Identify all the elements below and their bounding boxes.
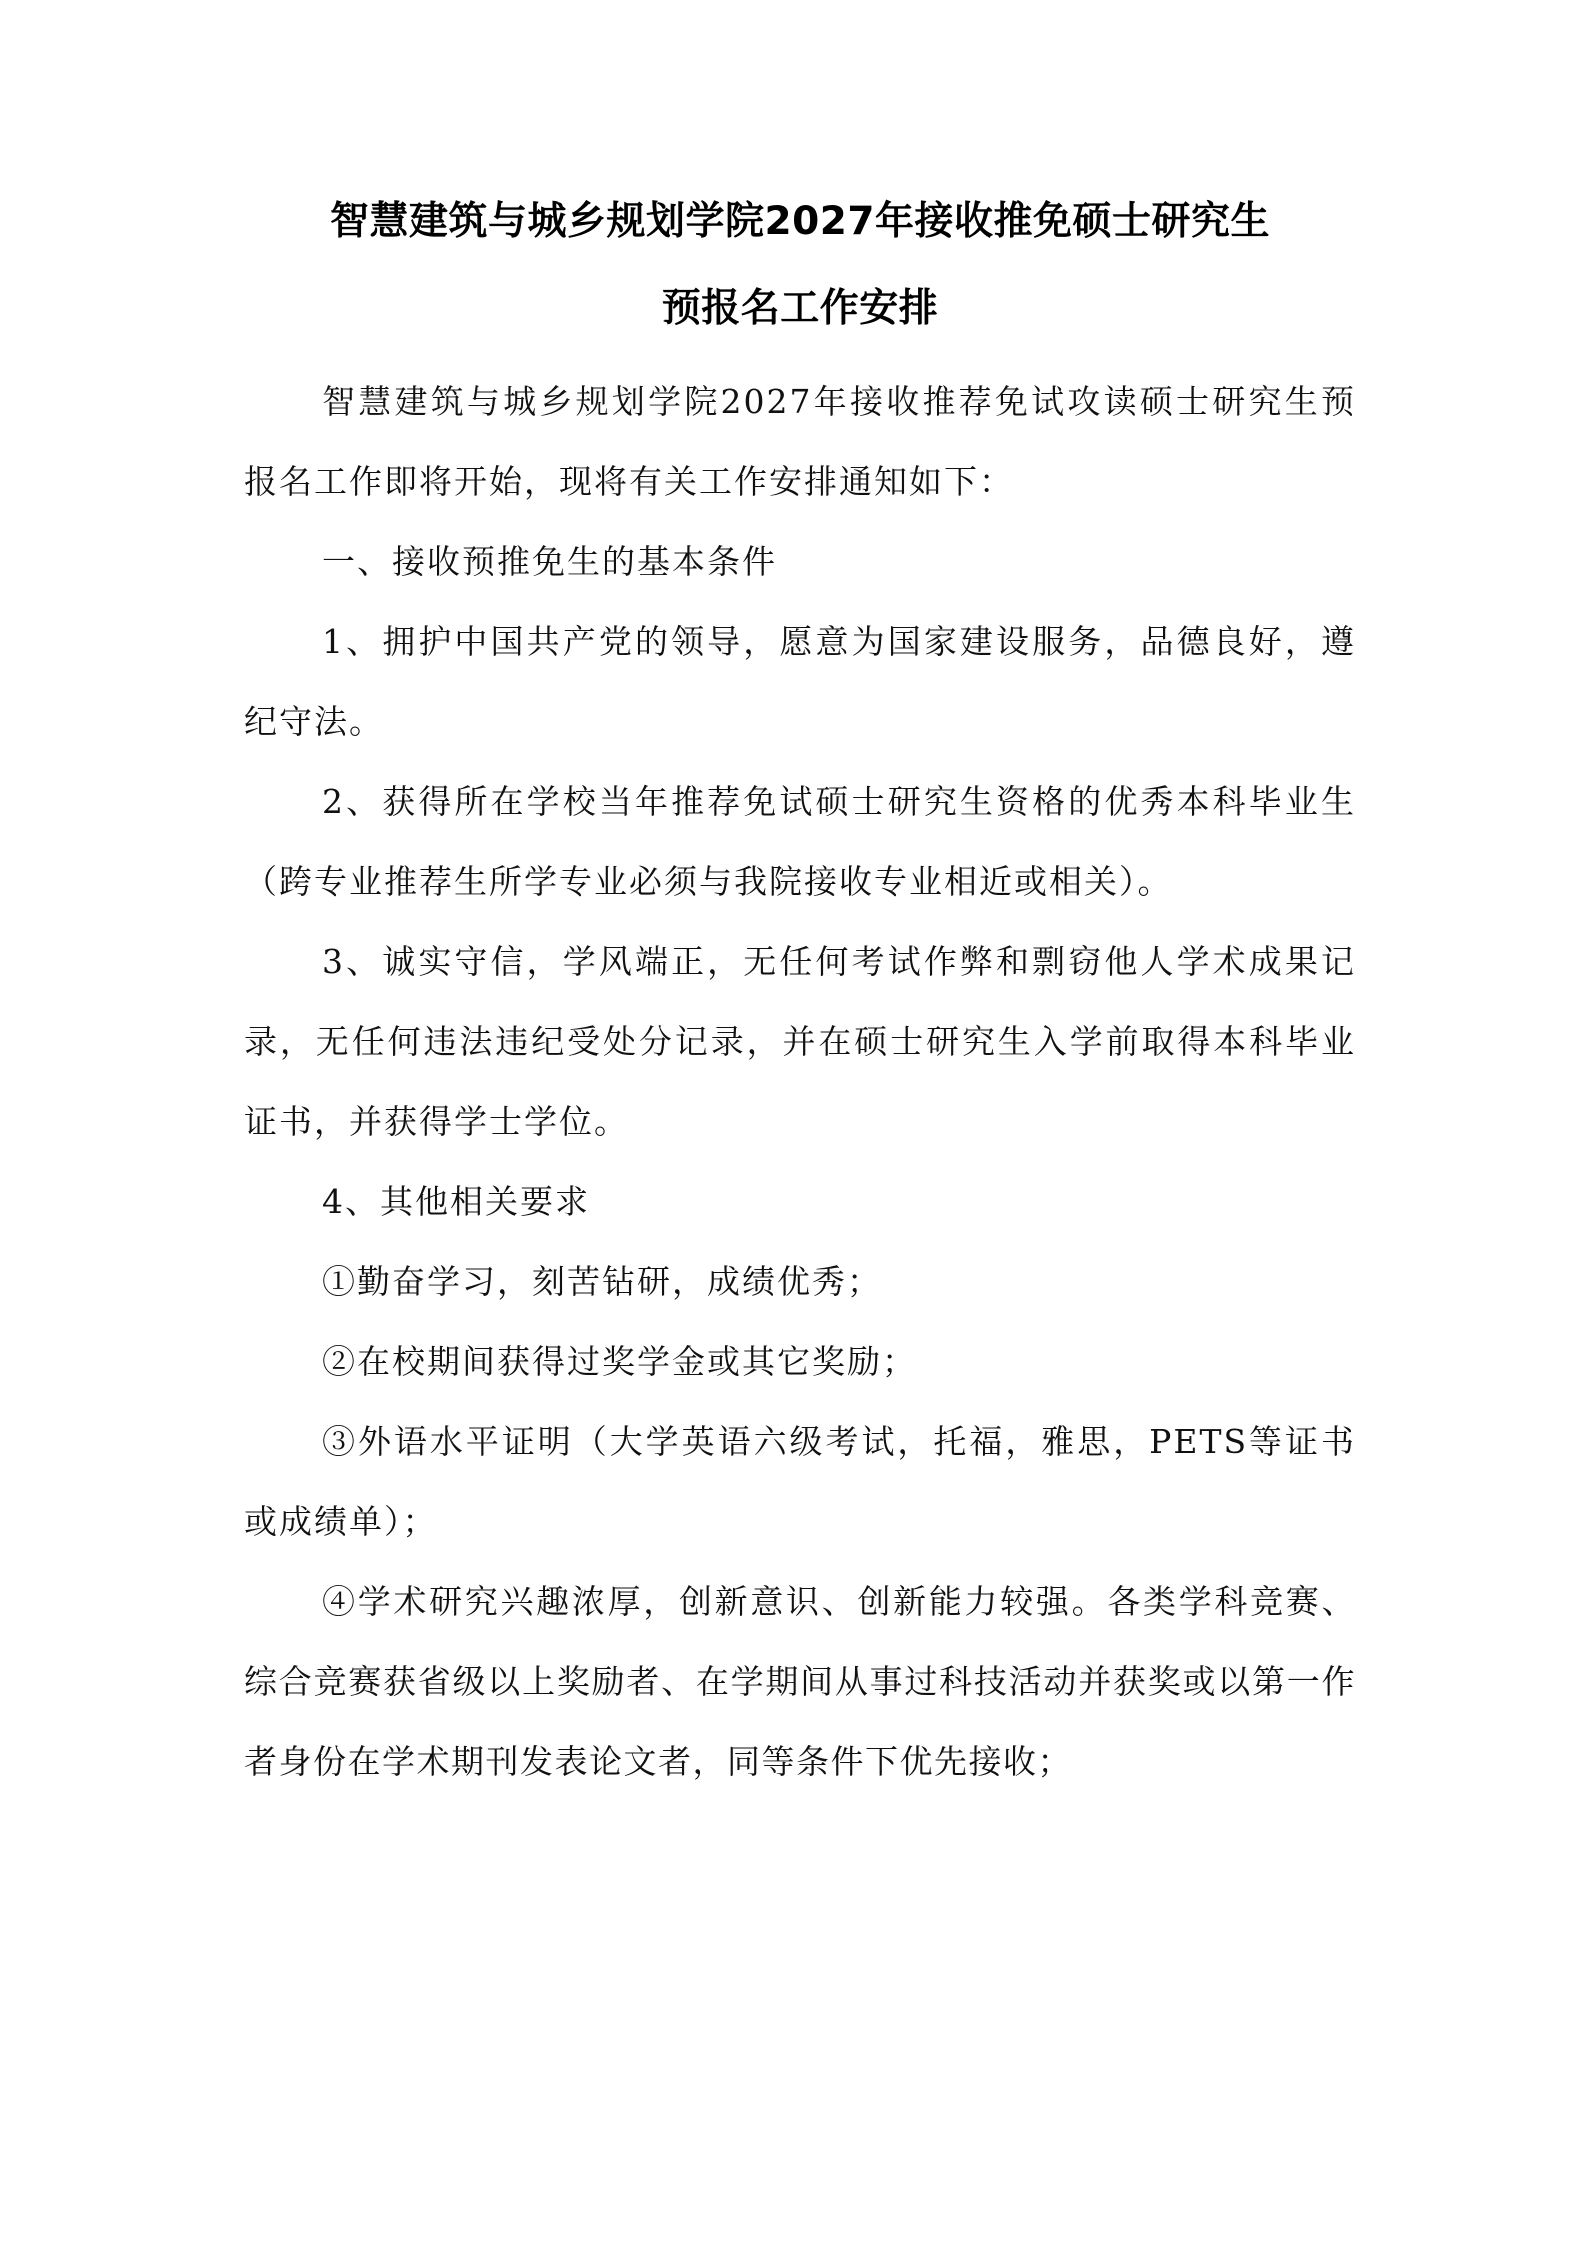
document-page bbox=[244, 200, 1356, 1802]
requirement-item-2: ②在校期间获得过奖学金或其它奖励； bbox=[322, 1342, 917, 1381]
document-title-line-2: 预报名工作安排 bbox=[661, 286, 939, 331]
condition-item-4: 4、其他相关要求 bbox=[322, 1182, 590, 1221]
requirement-item-3: ③外语水平证明（大学英语六级考试，托福，雅思，PETS等证书或成绩单）； bbox=[244, 1422, 1356, 1541]
document-title-line-1: 智慧建筑与城乡规划学院2027年接收推免硕士研究生 bbox=[329, 199, 1271, 244]
condition-item-1: 1、拥护中国共产党的领导，愿意为国家建设服务，品德良好，遵纪守法。 bbox=[244, 622, 1356, 741]
document-body bbox=[244, 362, 1356, 1802]
section-heading-basic-conditions: 一、接收预推免生的基本条件 bbox=[322, 542, 777, 581]
requirement-item-1: ①勤奋学习，刻苦钻研，成绩优秀； bbox=[322, 1262, 882, 1301]
condition-item-3: 3、诚实守信，学风端正，无任何考试作弊和剽窃他人学术成果记录，无任何违法违纪受处分记录，并在硕士研究生入学前取得本科毕业证书，并获得学士学位。 bbox=[244, 942, 1356, 1141]
intro-paragraph: 智慧建筑与城乡规划学院2027年接收推荐免试攻读硕士研究生预报名工作即将开始，现将有关工作安排通知如下： bbox=[244, 382, 1356, 501]
condition-item-2: 2、获得所在学校当年推荐免试硕士研究生资格的优秀本科毕业生（跨专业推荐生所学专业必须与我院接收专业相近或相关）。 bbox=[244, 782, 1356, 901]
requirement-item-4: ④学术研究兴趣浓厚，创新意识、创新能力较强。各类学科竞赛、综合竞赛获省级以上奖励者、在学期间从事过科技活动并获奖或以第一作者身份在学术期刊发表论文者，同等条件下优先接收； bbox=[244, 1582, 1356, 1781]
